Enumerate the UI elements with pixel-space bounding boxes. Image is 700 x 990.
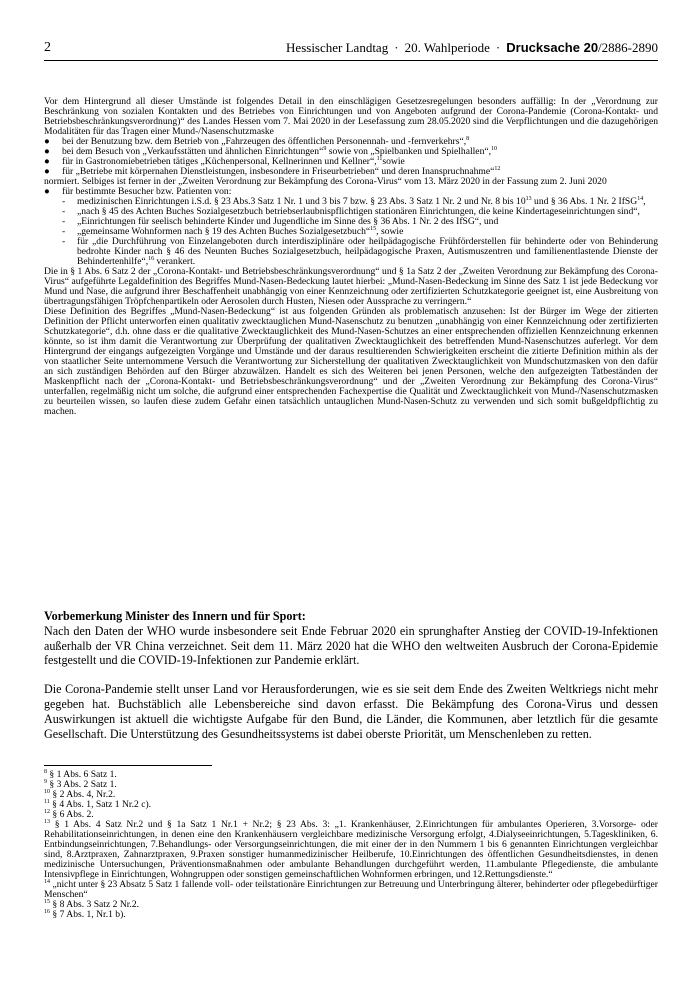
wahlperiode: 20. Wahlperiode <box>404 40 490 55</box>
footnote-ref: 9 <box>323 145 327 152</box>
footnote: $^{14}$ „nicht unter § 23 Absatz 5 Satz 1 fallende voll- oder teilstationäre Einrichtungen zur Betreuung und Unterbringung älterer, behinderter oder pflegebedürftiger Menschen“ <box>44 878 658 900</box>
paragraph: normiert. Selbiges ist ferner in der „Zweiten Verordnung zur Bekämpfung des Corona-Virus“ vom 13. März 2020 in der Fassung zum 2. Juni 2020 <box>44 176 607 187</box>
page-number: 2 <box>44 40 51 55</box>
page-header <box>44 40 658 60</box>
footnote-ref: 14 <box>637 195 644 202</box>
dash-icon: - <box>62 216 66 227</box>
paragraph: Nach den Daten der WHO wurde insbesondere seit Ende Februar 2020 ein sprunghafter Anstieg der COVID-19-Infektionen außerhalb der VR China verzeichnet. Seit dem 11. März 2020 hat die WHO den weltweiten Ausbruch der Corona-Epidemie festgestellt und die COVID-19-Infektionen zur Pandemie erklärt. <box>44 623 658 668</box>
footnote-ref: 10 <box>491 145 498 152</box>
bullet-icon: ● <box>44 166 50 177</box>
bullet-item: ● für in Gastronomiebetrieben tätiges „Küchenpersonal, Kellnerinnen und Kellner“,$^{11}$sowie <box>44 155 405 167</box>
bullet-item: ● für „Betriebe mit körpernahen Dienstleistungen, insbesondere in Friseurbetrieben“ und deren Inanspruchnahme“$^{12}$ <box>44 165 501 177</box>
footnote-ref: 13 <box>525 195 532 202</box>
bullet-icon: ● <box>44 136 50 147</box>
paragraph: Vor dem Hintergrund all dieser Umstände ist folgendes Detail in den einschlägigen Gesetzesregelungen besonders auffällig: In der „Verordnung zur Beschränkung von sozialen Kontakten und des Betriebes von Einrichtungen und von Angeboten aufgrund der Corona-Pandemie (Corona-Kontakt- und Betriebsbeschränkungsverordnung)“ des Landes Hessen vom 7. Mai 2020 in der Lesefassung zum 28.05.2020 sind die Verpflichtungen und die dazugehörigen Modalitäten für das Tragen einer Mund-/Nasenschutzmaske <box>44 96 658 137</box>
header-info <box>286 40 658 56</box>
dash-item: - „Einrichtungen für seelisch behinderte Kinder und Jugendliche im Sinne des § 36 Abs. 1 Nr. 2 des IfSG“, und <box>62 216 499 227</box>
drucksache-number: /2886-2890 <box>598 40 658 55</box>
footnote: $^8$ § 1 Abs. 6 Satz 1. <box>44 768 117 780</box>
footnote: $^9$ § 3 Abs. 2 Satz 1. <box>44 778 117 790</box>
footnote-ref: 16 <box>148 255 155 262</box>
header-separator: · <box>495 40 501 55</box>
bullet-item: ● bei dem Besuch von „Verkaufsstätten und ähnlichen Einrichtungen“$^9$ sowie von „Spielbanken und Spielhallen“,$^{10}$ <box>44 145 498 157</box>
parliament-name: Hessischer Landtag <box>286 40 389 55</box>
dash-icon: - <box>62 196 66 207</box>
footnote: $^{10}$ § 2 Abs. 4, Nr.2. <box>44 788 116 800</box>
footnotes <box>44 770 658 920</box>
bullet-icon: ● <box>44 156 50 167</box>
footnote: $^{11}$ § 4 Abs. 1, Satz 1 Nr.2 c). <box>44 798 152 810</box>
dash-item: - für „die Durchführung von Einzelangeboten durch interdisziplinäre oder heilpädagogische Frühförderstellen für behinderte oder von Behinderung bedrohte Kinder nach § 46 des Neunten Buches Sozialgesetzbuch, heilpädagogische Praxen, Autismuszentren und familienentlastende Dienste der Behindertenhilfe“,$^{16}$ verankert. <box>62 236 658 267</box>
dash-icon: - <box>62 226 66 237</box>
dash-icon: - <box>62 236 66 247</box>
bullet-item: ● für bestimmte Besucher bzw. Patienten von: <box>44 186 232 197</box>
footnote: $^{15}$ § 8 Abs. 3 Satz 2 Nr.2. <box>44 898 140 910</box>
intro-section <box>44 97 658 417</box>
dash-icon: - <box>62 206 66 217</box>
vorbemerkung-section <box>44 609 658 741</box>
drucksache-label: Drucksache 20 <box>506 40 599 55</box>
bullet-item: ● bei der Benutzung bzw. dem Betrieb von „Fahrzeugen des öffentlichen Personennah- und -fernverkehrs“,$^8$ <box>44 135 470 147</box>
header-rule <box>44 60 658 61</box>
paragraph: Die Corona-Pandemie stellt unser Land vor Herausforderungen, wie es sie seit dem Ende des Zweiten Weltkriegs nicht mehr gegeben hat. Buchstäblich alle Lebensbereiche sind davon erfasst. Die Bekämpfung des Corona-Virus und dessen Auswirkungen ist aktuell die wichtigste Aufgabe für den Bund, die Länder, die Kommunen, aber letztlich für die gesamte Gesellschaft. Die Unterstützung des Gesundheitssystems ist dabei oberste Priorität, um Menschenleben zu retten. <box>44 682 658 741</box>
dash-item: - „nach § 45 des Achten Buches Sozialgesetzbuch betriebserlaubnispflichtigen stationären Einrichtungen, die keine Kindertageseinrichtungen sind“, <box>62 206 640 217</box>
section-heading: Vorbemerkung Minister des Innern und für Sport: <box>44 609 306 623</box>
footnote-rule <box>44 765 212 766</box>
dash-item: - „gemeinsame Wohnformen nach § 19 des Achten Buches Sozialgesetzbuch“$^{15}$, sowie <box>62 225 404 237</box>
paragraph: Die in § 1 Abs. 6 Satz 2 der „Corona-Kontakt- und Betriebsbeschränkungsverordnung“ und § 1a Satz 2 der „Zweiten Verordnung zur Bekämpfung des Corona-Virus“ aufgeführte Legaldefinition des Begriffes Mund-Nasen-Bedeckung lautet hierbei: „Mund-Nasen-Bedeckung im Sinne des Satz 1 ist jede Bedeckung vor Mund und Nase, die aufgrund ihrer Beschaffenheit unabhängig von einer Kennzeichnung oder zertifizierten Schutzkategorie geeignet ist, eine Ausbreitung von übertragungsfähigen Tröpfchenpartikeln oder Aerosolen durch Husten, Niesen oder Aussprache zu verringern.“ <box>44 266 658 307</box>
footnote-ref: 8 <box>466 135 470 142</box>
header-separator: · <box>394 40 399 55</box>
footnote-ref: 11 <box>376 155 383 162</box>
footnote: $^{12}$ § 6 Abs. 2. <box>44 808 94 820</box>
footnote: $^{16}$ § 7 Abs. 1, Nr.1 b). <box>44 908 126 920</box>
bullet-icon: ● <box>44 186 50 197</box>
bullet-icon: ● <box>44 146 50 157</box>
footnote-ref: 15 <box>370 225 377 232</box>
footnote-ref: 12 <box>494 165 501 172</box>
paragraph: Diese Definition des Begriffes „Mund-Nasen-Bedeckung“ ist aus folgenden Gründen als problematisch anzusehen: Ist der Bürger im Wege der zitierten Definition der Pflicht unterworfen einen qualitativ zwecktauglichen Mund-Nasenschutz zu benutzen „unabhängig von einer Kennzeichnung oder zertifizierten Schutzkategorie“, d.h. ohne dass er die qualitative Zwecktauglichkeit des Mund-Nasen-Schutzes an einer entsprechenden offiziellen Kennzeichnung erkennen könnte, so ist ihm damit die Verantwortung zur Überprüfung der qualitativen Zwecktauglichkeit des betreffenden Mund-Nasenschutzes auferlegt. Vor dem Hintergrund der eingangs aufgezeigten Vorgänge und Umstände und der daraus resultierenden Schwierigkeiten erscheint die zitierte Definition mithin als der von staatlicher Seite unternommene Versuch die Verantwortung zur Sicherstellung der qualitativen Zwecktauglichkeit von Mundschutzmasken von den dafür an sich zuständigen Behörden auf den Bürger abzuwälzen. Handelt es sich des Weiteren bei jenen Personen, welche den aufgezeigten Tatbeständen der Maskenpflicht nach der „Corona-Kontakt- und Betriebsbeschränkungsverordnung“ und der „Zweiten Verordnung zur Bekämpfung des Corona-Virus“ unterfallen, regelmäßig nicht um solche, die aufgrund einer entsprechenden Fachexpertise die Qualität und Zwecktauglichkeit von Mund-/Nasenschutzmasken zu beurteilen wissen, so laufen diese zudem Gefahr einen tatsächlich untauglichen Mund-Nasen-Schutz zu verwenden und sich somit bußgeldpflichtig zu machen. <box>44 306 658 417</box>
footnote: $^{13}$ § 1 Abs. 4 Satz Nr.2 und § 1a Satz 1 Nr.1 + Nr.2; § 23 Abs. 3: „1. Krankenhäuser, 2.Einrichtungen für ambulantes Operieren, 3.Vorsorge- oder Rehabilitationseinrichtungen, in denen eine den Krankenhäusern vergleichbare medizinische Versorgung erfolgt, 4.Dialyseeinrichtungen, 5.Tageskliniken, 6. Entbindungseinrichtungen, 7.Behandlungs- oder Versorgungseinrichtungen, die mit einer der in den Nummern 1 bis 6 genannten Einrichtungen vergleichbar sind, 8.Arztpraxen, Zahnarztpraxen, 9.Praxen sonstiger humanmedizinischer Heilberufe, 10.Einrichtungen des öffentlichen Gesundheitsdienstes, in denen medizinische Untersuchungen, Präventionsmaßnahmen oder ambulante Behandlungen durchgeführt werden, 11.ambulante Pflegedienste, die ambulante Intensivpflege in Einrichtungen, Wohngruppen oder sonstigen gemeinschaftlichen Wohnformen erbringen, und 12.Rettungsdienste.“ <box>44 818 658 880</box>
dash-item: - medizinischen Einrichtungen i.S.d. § 23 Abs.3 Satz 1 Nr. 1 und 3 bis 7 bzw. § 23 Abs. 3 Satz 1 Nr. 2 und Nr. 8 bis $10^{13}$ und § 36 Abs. 1 Nr. 2 IfSG$^{14}$, <box>62 195 646 207</box>
